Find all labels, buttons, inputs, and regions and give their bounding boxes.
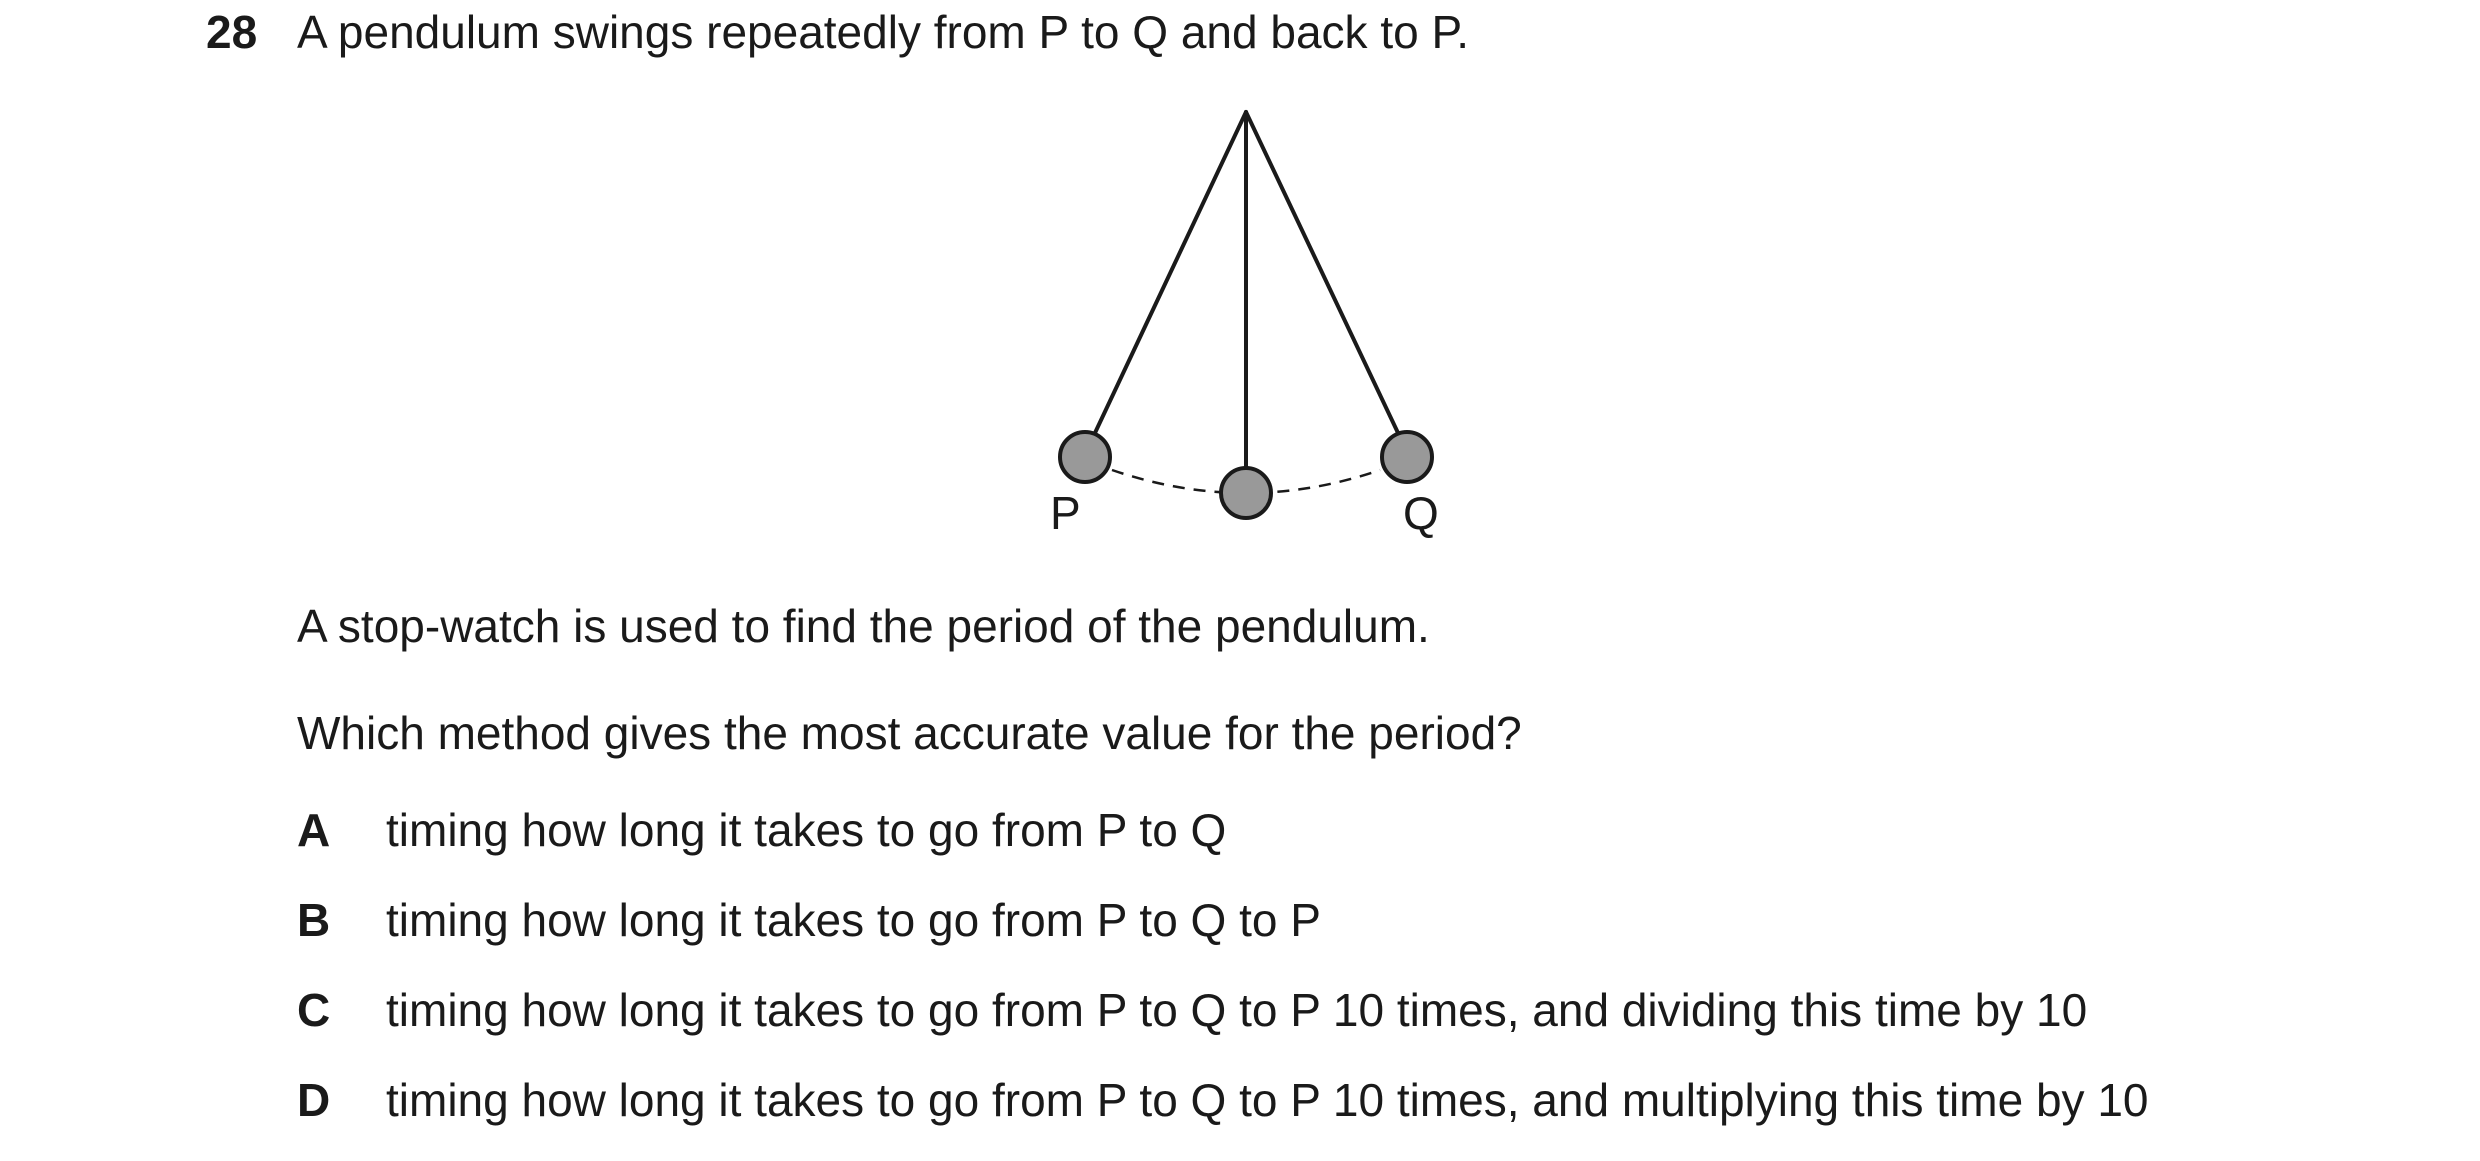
option-text: timing how long it takes to go from P to Q to P <box>386 894 1321 946</box>
question-number: 28 <box>206 6 258 58</box>
string-right <box>1246 112 1399 435</box>
question-context: A stop-watch is used to find the period of the pendulum. <box>297 600 1430 652</box>
question-stem: A pendulum swings repeatedly from P to Q and back to P. <box>297 6 1469 58</box>
label-p: P <box>1050 487 1081 539</box>
option-text: timing how long it takes to go from P to Q to P 10 times, and multiplying this time by 10 <box>386 1074 2149 1126</box>
pendulum-diagram <box>0 0 2480 560</box>
option-letter: A <box>297 804 331 856</box>
option-letter: C <box>297 984 331 1036</box>
option-letter: D <box>297 1074 331 1126</box>
bob-right <box>1382 432 1432 482</box>
question-prompt: Which method gives the most accurate value for the period? <box>297 707 1522 759</box>
bob-left <box>1060 432 1110 482</box>
bob-center <box>1221 468 1271 518</box>
option-text: timing how long it takes to go from P to Q <box>386 804 1227 856</box>
string-left <box>1094 112 1246 435</box>
label-q: Q <box>1403 487 1439 539</box>
option-letter: B <box>297 894 331 946</box>
option-text: timing how long it takes to go from P to Q to P 10 times, and dividing this time by 10 <box>386 984 2088 1036</box>
pendulum-strings <box>1094 112 1399 467</box>
